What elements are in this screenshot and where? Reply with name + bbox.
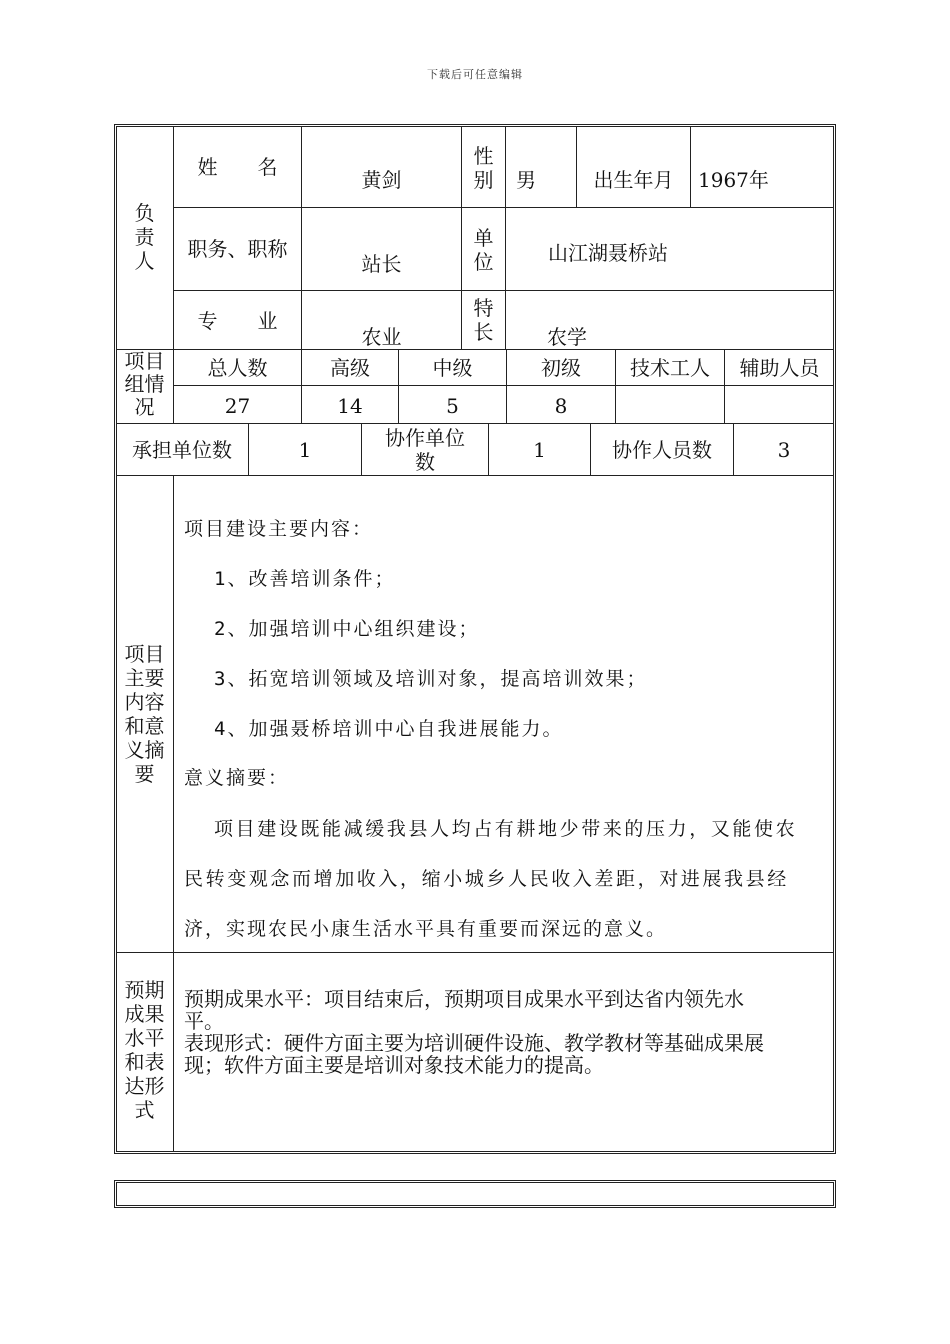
results-text <box>184 988 830 1076</box>
results-line-3: 表现形式：硬件方面主要为培训硬件设施、教学教材等基础成果展 <box>184 1031 764 1055</box>
title-value: 站长 <box>361 252 402 276</box>
title-label: 职务、职称 <box>187 237 288 261</box>
specialty-label: 特 长 <box>473 296 494 344</box>
birth-value: 1967年 <box>698 168 769 192</box>
summary-line-1: 项目建设既能减缓我县人均占有耕地少带来的压力，又能使农 <box>214 818 798 840</box>
team-value-total: 27 <box>224 394 251 418</box>
results-line-4: 现；软件方面主要是培训对象技术能力的提高。 <box>184 1053 604 1077</box>
team-value-middle: 5 <box>446 394 459 418</box>
name-value: 黄剑 <box>361 168 402 192</box>
summary-line-2: 民转变观念而增加收入，缩小城乡人民收入差距，对进展我县经 <box>184 868 789 890</box>
team-value-junior: 8 <box>554 394 568 418</box>
undertake-units-label: 承担单位数 <box>132 438 232 462</box>
summary-line-3: 济，实现农民小康生活水平具有重要而深远的意义。 <box>184 918 668 940</box>
team-header-technician: 技术工人 <box>630 356 710 380</box>
major-label: 专 业 <box>197 309 278 333</box>
team-header-senior: 高级 <box>330 356 370 380</box>
birth-label: 出生年月 <box>593 168 674 192</box>
unit-value: 山江湖聂桥站 <box>548 241 668 265</box>
results-line-2: 平。 <box>184 1009 224 1033</box>
gender-value: 男 <box>516 168 536 192</box>
content-item-1: 1、改善培训条件； <box>214 568 396 590</box>
summary-heading: 意义摘要： <box>184 767 290 789</box>
coop-units-label: 协作单位 数 <box>385 426 465 474</box>
name-label: 姓 名 <box>197 155 278 179</box>
team-header-middle: 中级 <box>432 356 473 380</box>
content-section-label: 项目 主要 内容 和意 义摘 要 <box>124 642 165 786</box>
page-note: 下载后可任意编辑 <box>427 68 523 81</box>
team-value-senior: 14 <box>337 394 363 418</box>
major-value: 农业 <box>361 325 402 349</box>
team-header-total: 总人数 <box>207 356 268 380</box>
coop-people-value: 3 <box>777 438 791 462</box>
leader-section-label: 负 责 人 <box>134 201 155 273</box>
content-heading: 项目建设主要内容： <box>184 518 374 540</box>
content-item-4: 4、加强聂桥培训中心自我进展能力。 <box>214 718 564 740</box>
coop-people-label: 协作人员数 <box>612 438 712 462</box>
coop-units-value: 1 <box>533 438 546 462</box>
results-line-1: 预期成果水平：项目结束后，预期项目成果水平到达省内领先水 <box>184 987 744 1011</box>
gender-label: 性 别 <box>473 144 494 192</box>
content-item-3: 3、拓宽培训领域及培训对象，提高培训效果； <box>214 668 648 690</box>
content-item-2: 2、加强培训中心组织建设； <box>214 618 480 640</box>
results-section-label: 预期 成果 水平 和表 达形 式 <box>124 978 165 1122</box>
undertake-units-value: 1 <box>298 438 312 462</box>
unit-label: 单 位 <box>473 226 494 274</box>
team-header-assistant: 辅助人员 <box>739 356 820 380</box>
specialty-value: 农学 <box>547 325 587 349</box>
team-header-junior: 初级 <box>541 356 581 380</box>
continuation-table-frame <box>114 1180 836 1208</box>
team-section-label: 项目 组情 况 <box>124 349 165 419</box>
